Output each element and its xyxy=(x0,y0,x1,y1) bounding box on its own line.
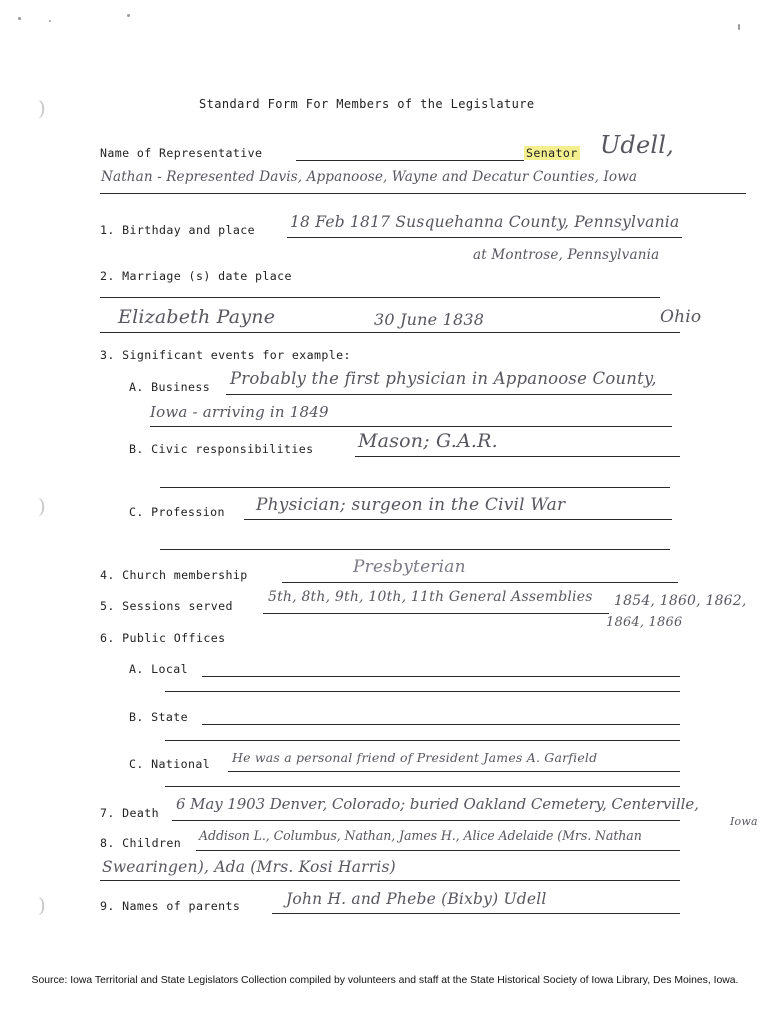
business-underline-2 xyxy=(150,426,672,427)
local-office-underline-2 xyxy=(165,691,680,692)
sessions-handwriting: 5th, 8th, 9th, 10th, 11th General Assemblies xyxy=(268,589,593,605)
business-handwriting-2: Iowa - arriving in 1849 xyxy=(150,403,329,421)
children-label: 8. Children xyxy=(100,836,182,850)
children-handwriting-2: Swearingen), Ada (Mrs. Kosi Harris) xyxy=(102,858,396,876)
national-office-underline-2 xyxy=(165,786,680,787)
state-office-underline-1 xyxy=(202,724,680,725)
profession-label: C. Profession xyxy=(129,505,225,519)
profession-handwriting: Physician; surgeon in the Civil War xyxy=(256,495,566,515)
name-label: Name of Representative xyxy=(100,146,263,160)
senator-highlight: Senator xyxy=(526,146,578,160)
civic-underline-2 xyxy=(160,487,670,488)
source-note: Source: Iowa Territorial and State Legislators Collection compiled by volunteers and staff at the State Historical Society of Iowa Library, Des Moines, Iowa. xyxy=(31,975,739,986)
profession-underline-2 xyxy=(160,549,670,550)
marriage-state-handwriting: Ohio xyxy=(660,307,702,327)
local-office-underline-1 xyxy=(202,676,680,677)
birthday-label: 1. Birthday and place xyxy=(100,223,255,237)
business-handwriting-1: Probably the first physician in Appanoose County, xyxy=(230,369,657,388)
parents-handwriting: John H. and Phebe (Bixby) Udell xyxy=(286,890,547,908)
death-label: 7. Death xyxy=(100,806,160,820)
significant-events-label: 3. Significant events for example: xyxy=(100,348,351,362)
sessions-underline xyxy=(263,613,609,614)
children-handwriting-1: Addison L., Columbus, Nathan, James H., Alice Adelaide (Mrs. Nathan xyxy=(199,828,642,843)
scan-speck xyxy=(18,17,21,20)
scan-speck xyxy=(738,24,740,30)
civic-underline-1 xyxy=(355,456,680,457)
name-underline xyxy=(296,160,524,161)
death-underline xyxy=(172,820,680,821)
public-offices-label: 6. Public Offices xyxy=(100,631,226,645)
birth-place-note-handwriting: at Montrose, Pennsylvania xyxy=(473,247,660,263)
marriage-name-handwriting: Elizabeth Payne xyxy=(118,306,276,328)
birthday-underline xyxy=(287,237,682,238)
civic-handwriting: Mason; G.A.R. xyxy=(358,430,498,452)
sessions-label: 5. Sessions served xyxy=(100,599,233,613)
business-underline-1 xyxy=(226,394,672,395)
birthday-handwriting: 18 Feb 1817 Susquehanna County, Pennsylvania xyxy=(290,213,680,231)
scan-hole-mark: ) xyxy=(38,893,46,917)
session-years-handwriting-2: 1864, 1866 xyxy=(606,615,683,630)
business-label: A. Business xyxy=(129,380,211,394)
state-office-underline-2 xyxy=(165,740,680,741)
parents-label: 9. Names of parents xyxy=(100,899,241,913)
form-title: Standard Form For Members of the Legislature xyxy=(199,97,535,111)
name-line-underline xyxy=(100,193,746,194)
session-years-handwriting-1: 1854, 1860, 1862, xyxy=(614,593,747,609)
church-underline xyxy=(282,582,678,583)
marriage-underline-2 xyxy=(100,332,680,333)
senator-label xyxy=(524,146,580,160)
scan-hole-mark: ) xyxy=(38,494,46,518)
national-office-underline-1 xyxy=(228,771,680,772)
civic-label: B. Civic responsibilities xyxy=(129,442,314,456)
church-label: 4. Church membership xyxy=(100,568,248,582)
children-underline-2 xyxy=(100,880,680,881)
state-office-label: B. State xyxy=(129,710,189,724)
children-underline-1 xyxy=(196,850,680,851)
national-office-label: C. National xyxy=(129,757,211,771)
marriage-label: 2. Marriage (s) date place xyxy=(100,269,292,283)
death-handwriting: 6 May 1903 Denver, Colorado; buried Oakland Cemetery, Centerville, xyxy=(176,795,699,813)
church-handwriting: Presbyterian xyxy=(353,557,466,577)
local-office-label: A. Local xyxy=(129,662,189,676)
marriage-date-handwriting: 30 June 1838 xyxy=(374,310,485,329)
national-office-handwriting: He was a personal friend of President James A. Garfield xyxy=(232,750,598,765)
name-line-handwriting: Nathan - Represented Davis, Appanoose, Wayne and Decatur Counties, Iowa xyxy=(101,169,638,185)
death-state-handwriting: Iowa xyxy=(730,815,758,828)
scan-speck xyxy=(49,20,51,22)
surname-handwriting: Udell, xyxy=(600,131,674,159)
scan-speck xyxy=(127,14,130,17)
marriage-underline-1 xyxy=(100,297,660,298)
scan-hole-mark: ) xyxy=(38,96,46,120)
profession-underline-1 xyxy=(244,519,672,520)
parents-underline xyxy=(272,913,680,914)
